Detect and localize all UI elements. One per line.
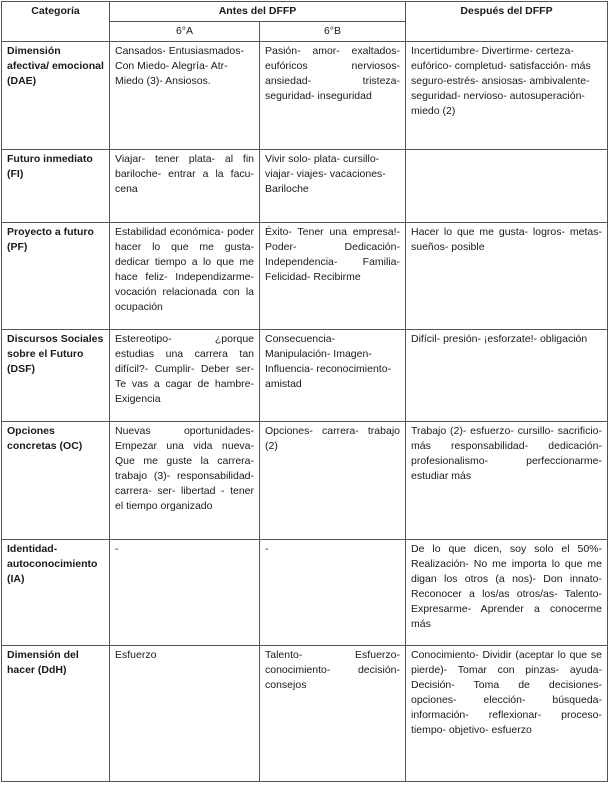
after-cell: Trabajo (2)- esfuerzo- cursillo- sacrificio- más responsabilidad- dedicación- profesionalismo- perfeccionarme- estudiar más [406,422,608,540]
category-cell: Futuro inmediato (FI) [2,150,110,223]
group-b-cell: Consecuencia- Manipulación- Imagen- Influencia- reconocimiento- amistad [260,330,406,422]
header-before: Antes del DFFP [110,2,406,22]
group-b-cell: Pasión- amor- exaltados- eufóricos nerviosos- ansiedad- tristeza- seguridad- inseguridad [260,42,406,150]
table-row [2,330,608,422]
category-cell: Dimensión afectiva/ emocional (DAE) [2,42,110,150]
table-row [2,150,608,223]
category-cell: Proyecto a futuro (PF) [2,223,110,330]
header-group-b: 6°B [260,22,406,42]
group-b-cell: Éxito- Tener una empresa!- Poder- Dedicación- Independencia- Familia- Felicidad- Recibirme [260,223,406,330]
group-a-cell: Estereotipo- ¿porque estudias una carrera tan difícil?- Cumplir- Deber ser- Te vas a cagar de hambre- Exigencia [110,330,260,422]
category-cell: Opciones concretas (OC) [2,422,110,540]
after-cell: Difícil- presión- ¡esforzate!- obligación [406,330,608,422]
header-row [2,2,608,22]
header-group-a: 6°A [110,22,260,42]
after-cell: De lo que dicen, soy solo el 50%- Realización- No me importa lo que me digan los otros (a nos)- Don innato- Reconocer a los/as otros/as- Talento- Expresarme- Aprender a conocerme más [406,540,608,646]
group-a-cell: Nuevas oportunidades- Empezar una vida nueva- Que me guste la carrera- trabajo (3)- responsabilidad- carrera- ser- libertad - tener el tiempo organizado [110,422,260,540]
table-row [2,540,608,646]
table-row [2,422,608,540]
category-cell: Dimensión del hacer (DdH) [2,646,110,782]
after-cell [406,150,608,223]
group-a-cell: Estabilidad económica- poder hacer lo que me gusta- dedicar tiempo a lo que me hace feliz- Independizarme- vocación relacionada con la ocupación [110,223,260,330]
category-cell: Identidad- autoconocimiento (IA) [2,540,110,646]
group-a-cell: - [110,540,260,646]
table-row [2,42,608,150]
category-cell: Discursos Sociales sobre el Futuro (DSF) [2,330,110,422]
group-b-cell: Talento- Esfuerzo- conocimiento- decisión- consejos [260,646,406,782]
after-cell: Hacer lo que me gusta- logros- metas- sueños- posible [406,223,608,330]
group-b-cell: - [260,540,406,646]
after-cell: Incertidumbre- Divertirme- certeza- eufórico- completud- satisfacción- más seguro-estrés- ansiosas- ambivalente- seguridad- nervioso- autosuperación-miedo (2) [406,42,608,150]
group-b-cell: Opciones- carrera- trabajo (2) [260,422,406,540]
header-after: Después del DFFP [406,2,608,42]
results-table [1,1,608,782]
table-row [2,646,608,782]
group-a-cell: Cansados- Entusiasmados- Con Miedo- Alegría- Atr- Miedo (3)- Ansiosos. [110,42,260,150]
group-a-cell: Viajar- tener plata- al fin bariloche- entrar a la facu- cena [110,150,260,223]
group-a-cell: Esfuerzo [110,646,260,782]
group-b-cell: Vivir solo- plata- cursillo- viajar- viajes- vacaciones- Bariloche [260,150,406,223]
header-category: Categoría [2,2,110,42]
after-cell: Conocimiento- Dividir (aceptar lo que se pierde)- Tomar con pinzas- ayuda- Decisión- Toma de decisiones- opciones- elección- búsqueda- información- reflexionar- proceso- tiempo- objetivo- esfuerzo [406,646,608,782]
table-row [2,223,608,330]
